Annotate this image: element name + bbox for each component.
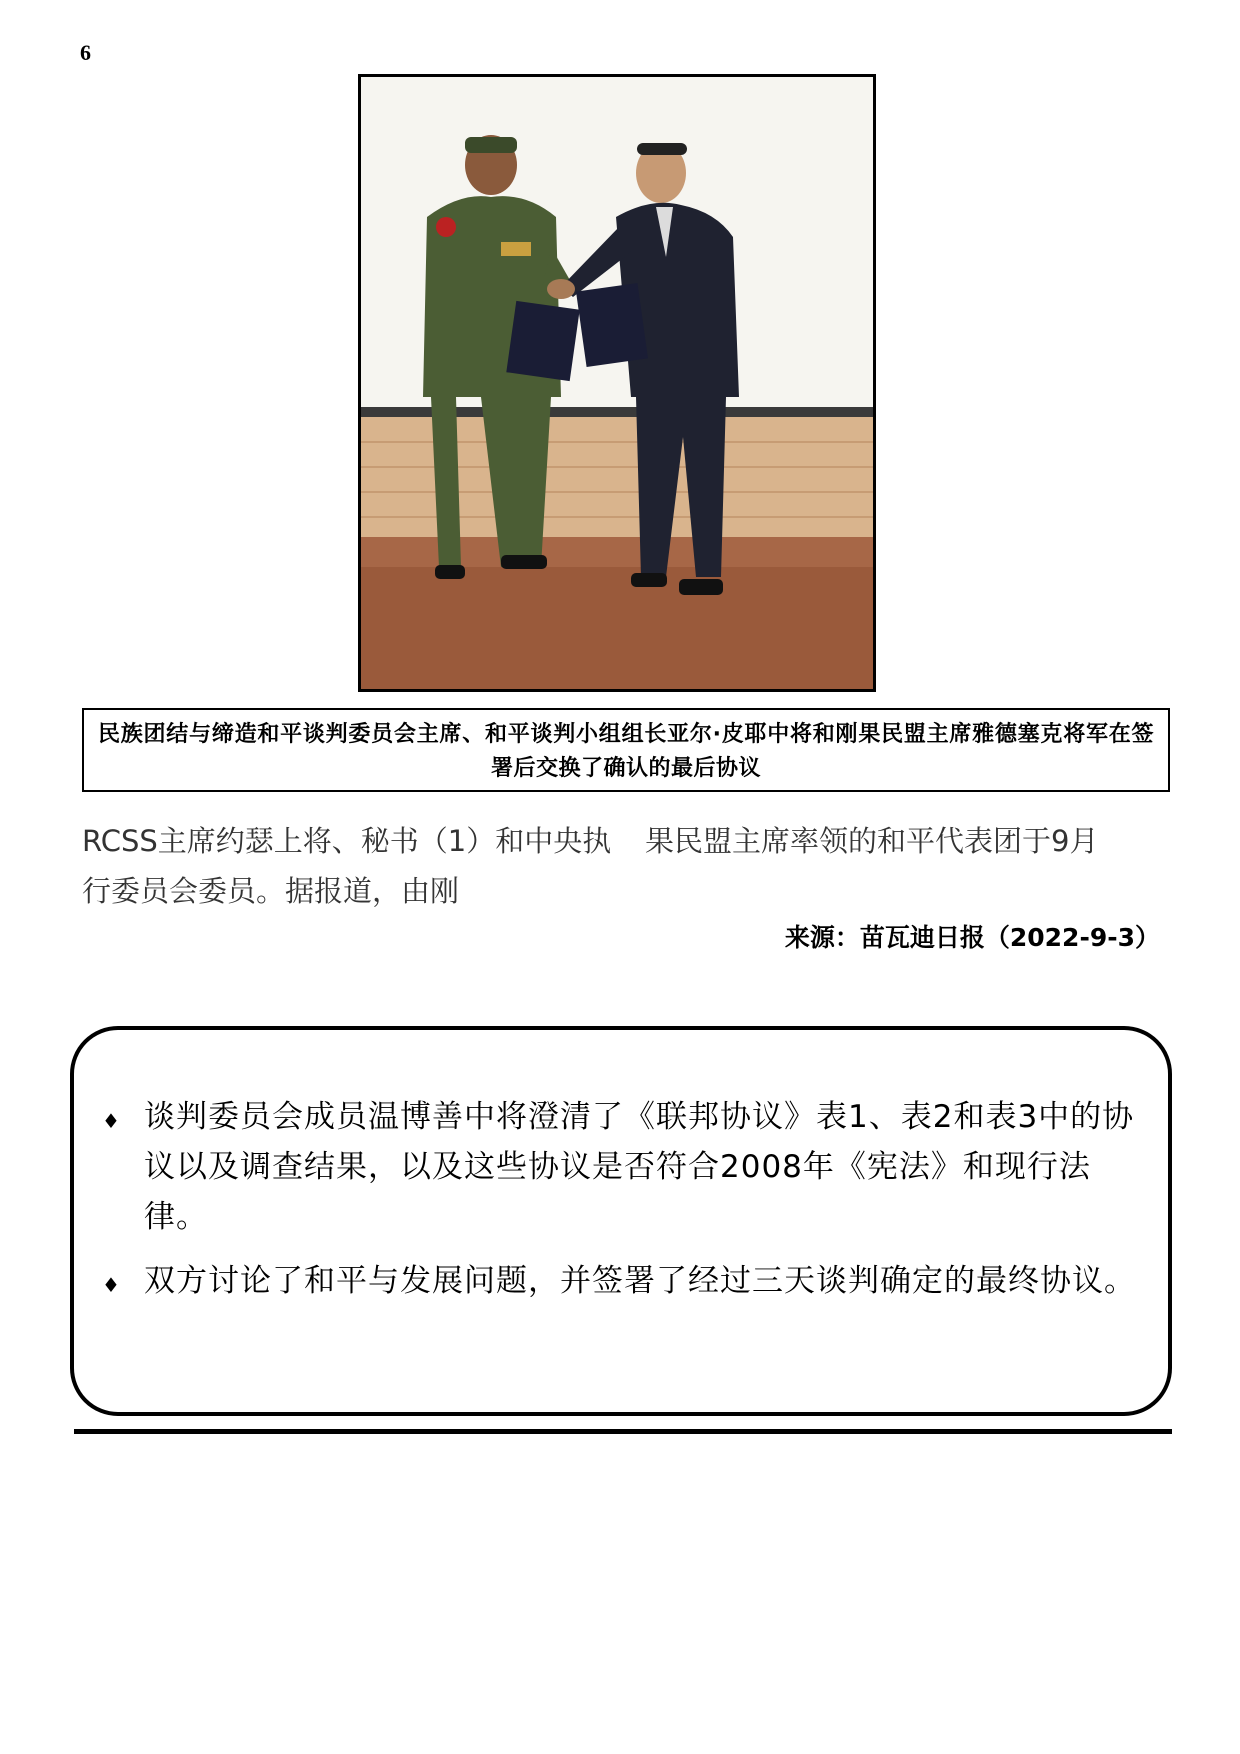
article-left-column: RCSS主席约瑟上将、秘书（1）和中央执行委员会委员。据报道，由刚 xyxy=(82,824,612,908)
page-number: 6 xyxy=(80,40,91,65)
highlight-text: 双方讨论了和平与发展问题，并签署了经过三天谈判确定的最终协议。 xyxy=(144,1263,1136,1299)
handshake-photo xyxy=(358,74,876,692)
photo-illustration xyxy=(361,77,873,689)
photo-caption: 民族团结与缔造和平谈判委员会主席、和平谈判小组组长亚尔·皮耶中将和刚果民盟主席雅德塞克将军在签署后交换了确认的最后协议 xyxy=(82,708,1170,792)
highlights-box xyxy=(70,1026,1172,1416)
highlight-item xyxy=(102,1256,1144,1306)
diamond-bullet-icon: ♦ xyxy=(102,1109,121,1133)
highlight-item xyxy=(102,1092,1144,1242)
article-source: 来源：苗瓦迪日报（2022-9-3） xyxy=(784,923,1160,952)
section-divider xyxy=(74,1429,1172,1434)
article-right-column: 果民盟主席率领的和平代表团于9月 xyxy=(645,824,1099,858)
highlight-text: 谈判委员会成员温博善中将澄清了《联邦协议》表1、表2和表3中的协议以及调查结果，以及这些协议是否符合2008年《宪法》和现行法律。 xyxy=(144,1099,1135,1235)
diamond-bullet-icon: ♦ xyxy=(102,1273,121,1297)
